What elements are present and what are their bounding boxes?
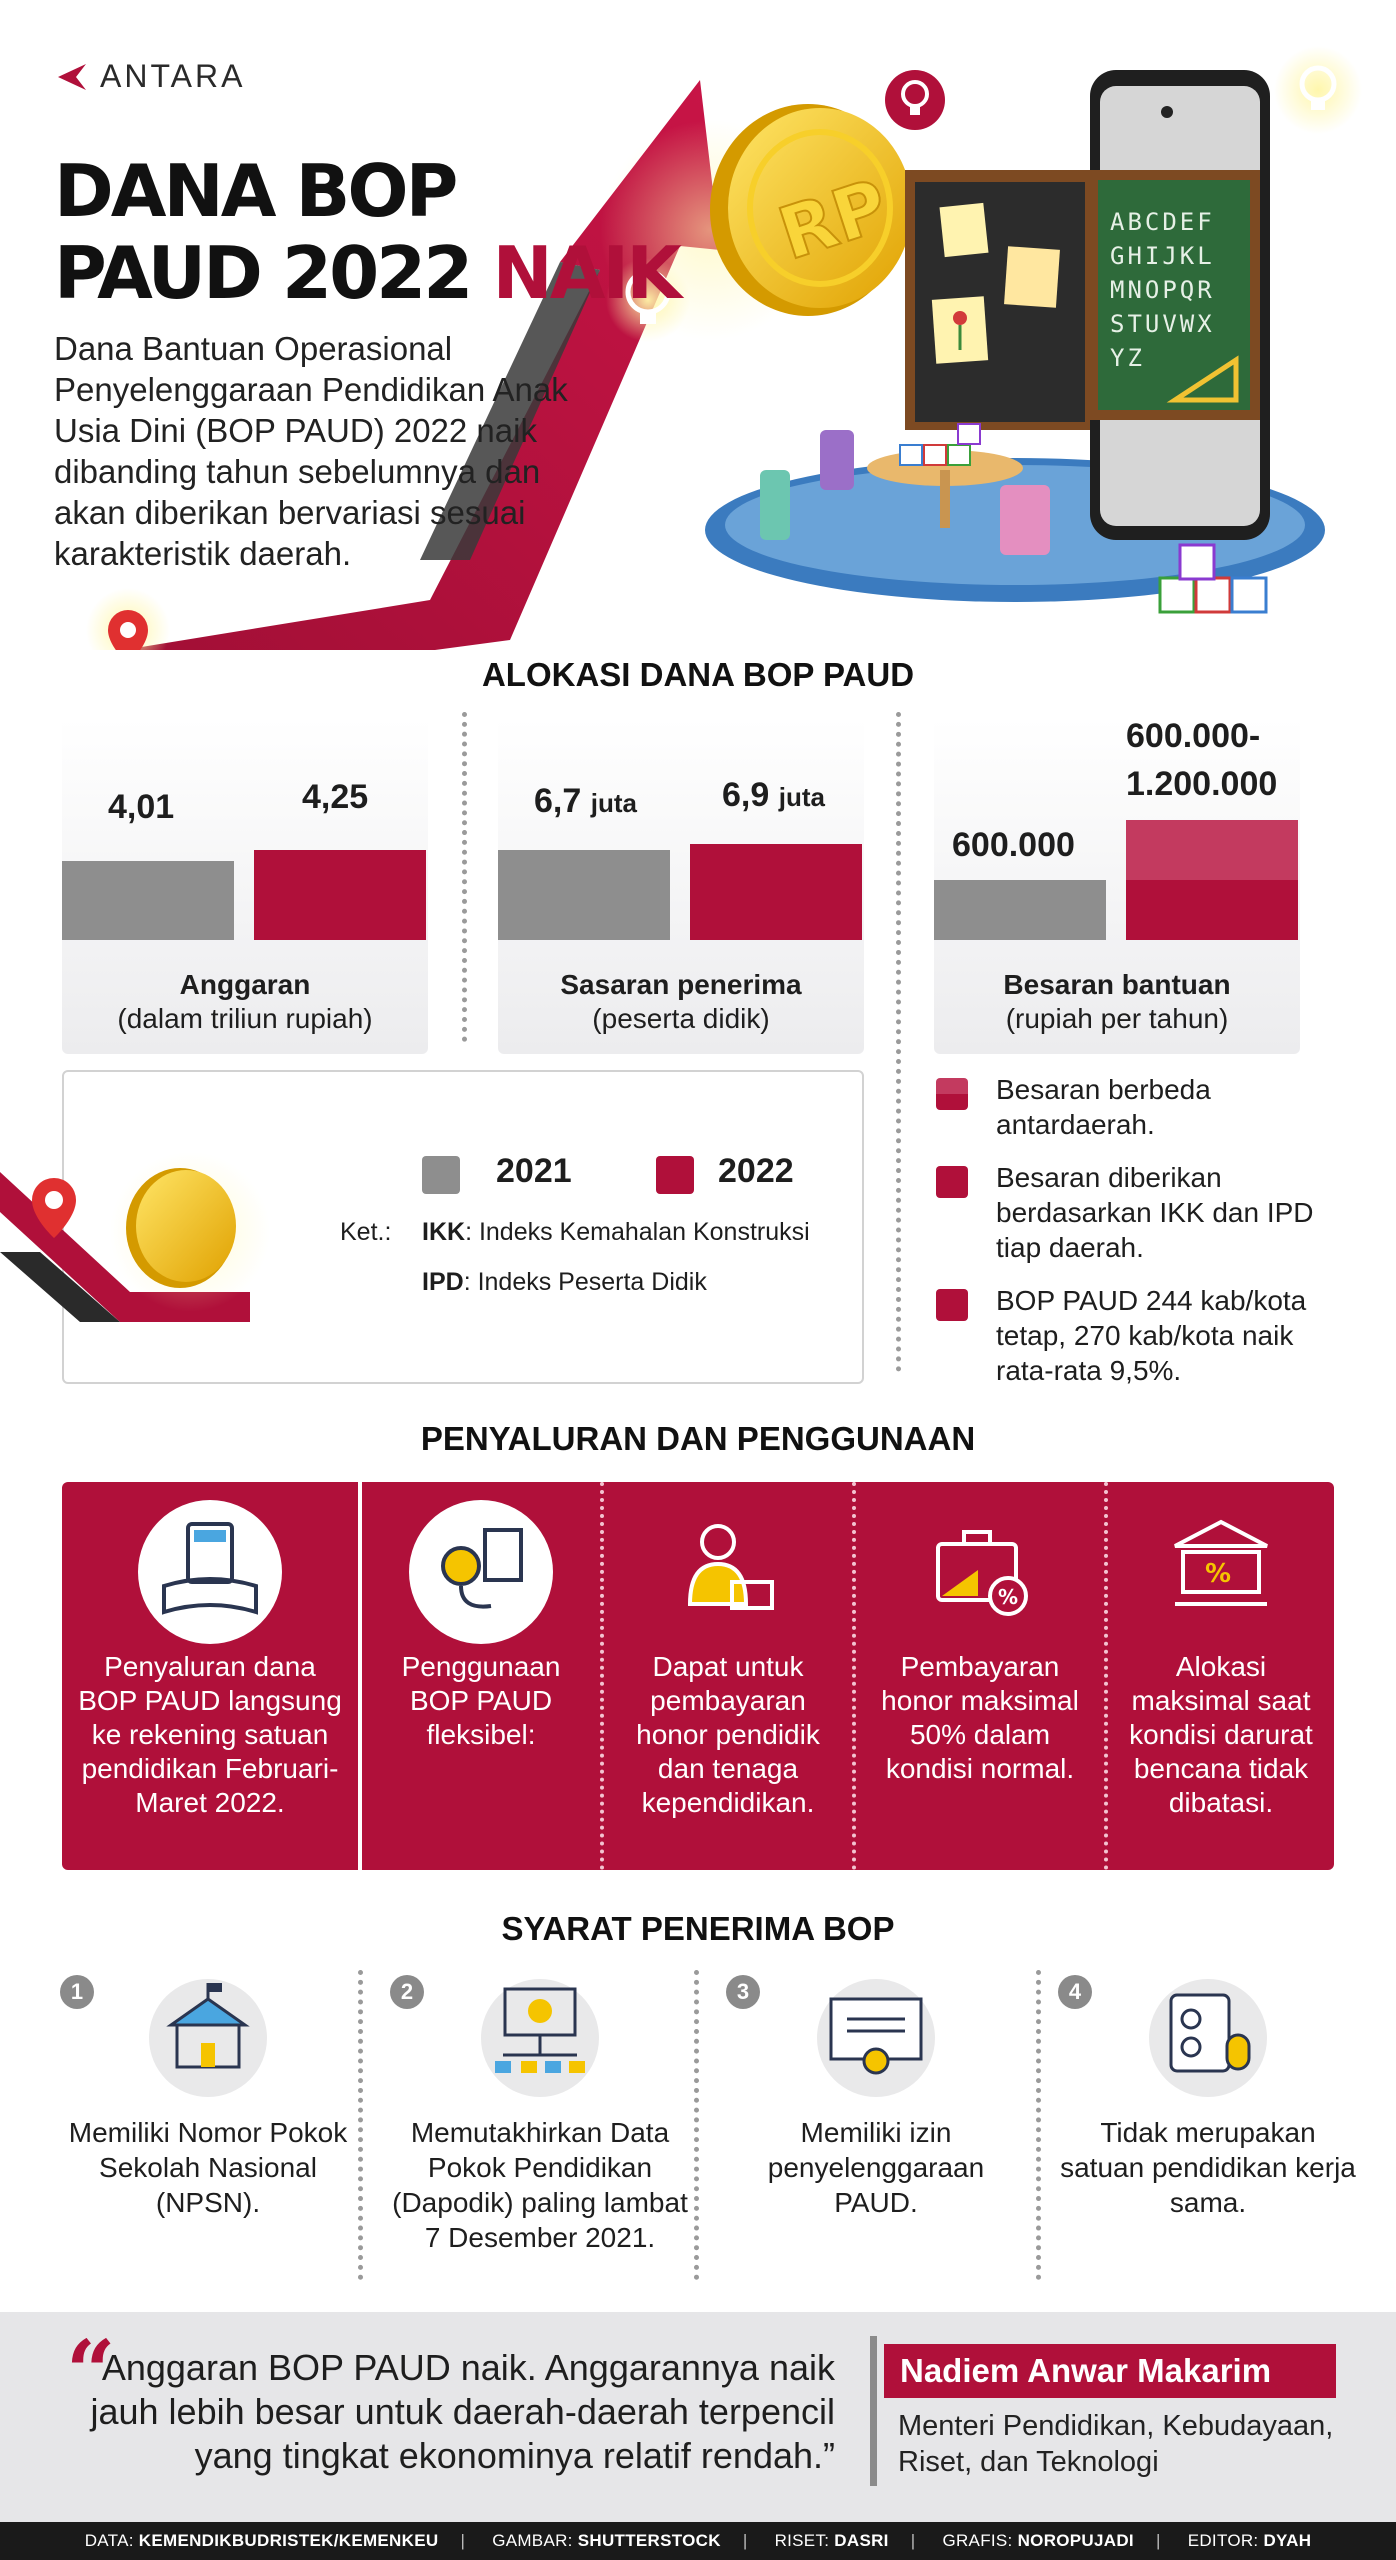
legend-label-2022: 2022: [718, 1152, 794, 1190]
legend-swatch-2021: [422, 1156, 460, 1194]
intro-paragraph: Dana Bantuan Operasional Penyelenggaraan Pendidikan Anak Usia Dini (BOP PAUD) 2022 naik dibanding tahun sebelumnya dan akan diberikan bervariasi sesuai karakteristik daerah.: [54, 330, 568, 572]
svg-text:GHIJKL: GHIJKL: [1110, 242, 1215, 270]
requirement-number: 2: [390, 1975, 424, 2009]
distribution-panel: [62, 1482, 1334, 1870]
quote-text: Anggaran BOP PAUD naik. Anggarannya naik jauh lebih besar untuk daerah-daerah terpencil yang tingkat ekonominya relatif rendah.”: [90, 2347, 835, 2476]
bar-value-label: 600.000: [952, 826, 1075, 864]
credits-footer: DATA: KEMENDIKBUDRISTEK/KEMENKEU | GAMBAR: SHUTTERSTOCK | RISET: DASRI | GRAFIS: NOROPUJADI | EDITOR: DYAH: [0, 2522, 1396, 2560]
bar-2021: [498, 850, 670, 940]
svg-text:MNOPQR: MNOPQR: [1110, 276, 1215, 304]
bar-value-label: 4,01: [108, 788, 175, 826]
chart-caption: [62, 968, 428, 1036]
bar-2022: [254, 850, 426, 940]
requirement-number: 4: [1058, 1975, 1092, 2009]
quote-divider: [870, 2336, 877, 2486]
smartphone: [1088, 70, 1270, 540]
distribution-text: Pembayaran honor maksimal 50% dalam kondisi normal.: [881, 1651, 1079, 1784]
distribution-text: Dapat untuk pembayaran honor pendidik dan tenaga kependidikan.: [636, 1651, 820, 1818]
dotted-divider: [358, 1970, 363, 2280]
svg-text:%: %: [1205, 1559, 1232, 1589]
legend-box: [62, 1070, 864, 1384]
bar-value-label: 6,9 juta: [722, 776, 825, 814]
distribution-item: [362, 1482, 600, 1870]
location-pin-icon: [86, 588, 170, 650]
legend-ket-label: Ket.:: [340, 1218, 392, 1246]
chart-card-sasaran: [498, 718, 864, 1054]
antara-logo-icon: [56, 60, 90, 94]
distribution-text: Penggunaan BOP PAUD fleksibel:: [401, 1651, 561, 1750]
checklist-mouse-icon: [1149, 1975, 1267, 2093]
bar-2022: [690, 844, 862, 940]
title-line-2: PAUD 2022: [54, 231, 471, 315]
chart-subtitle: (rupiah per tahun): [1005, 1003, 1229, 1034]
lightbulb-icon: [1274, 46, 1362, 134]
distribution-section-title: PENYALURAN DAN PENGGUNAAN: [420, 1420, 976, 1457]
allocation-section-title: ALOKASI DANA BOP PAUD: [481, 656, 915, 693]
requirement-text: Memiliki izin penyelenggaraan PAUD.: [767, 2117, 985, 2218]
chalkboard: [905, 170, 1095, 430]
teacher-icon: [656, 1500, 800, 1644]
certificate-icon: [817, 1975, 935, 2093]
lightbulb-icon: [885, 70, 945, 130]
chart-caption: [934, 968, 1300, 1036]
dotted-divider: [896, 712, 901, 1372]
coin-ribbon-illustration: [0, 1132, 330, 1382]
chart-title: Besaran bantuan: [1003, 969, 1231, 1000]
distribution-item: [62, 1482, 358, 1870]
dotted-divider: [694, 1970, 699, 2280]
distribution-text: Alokasi maksimal saat kondisi darurat bencana tidak dibatasi.: [1129, 1651, 1313, 1818]
square-bullet-icon: [936, 1078, 968, 1110]
distribution-text: Penyaluran dana BOP PAUD langsung ke rekening satuan pendidikan Februari-Maret 2022.: [78, 1651, 342, 1818]
chart-title: Anggaran: [179, 969, 311, 1000]
requirement-item: [60, 1975, 356, 2285]
chart-card-anggaran: [62, 718, 428, 1054]
distribution-item: [856, 1482, 1104, 1870]
requirements-section-title: SYARAT PENERIMA BOP: [501, 1910, 895, 1947]
legend-ipd: IPD: Indeks Peserta Didik: [422, 1268, 707, 1296]
svg-text:RP: RP: [768, 162, 898, 277]
bar-value-label: 4,25: [302, 778, 369, 816]
requirement-number: 3: [726, 1975, 760, 2009]
school-icon: [149, 1975, 267, 2093]
distribution-item: [1108, 1482, 1334, 1870]
quote-author-role: Menteri Pendidikan, Kebudayaan, Riset, dan Teknologi: [898, 2410, 1334, 2478]
svg-text:STUVWX: STUVWX: [1110, 310, 1215, 338]
chart-subtitle: (dalam triliun rupiah): [117, 1003, 373, 1034]
chart-title: Sasaran penerima: [560, 969, 802, 1000]
svg-text:%: %: [998, 1585, 1019, 1609]
quote-author-name: Nadiem Anwar Makarim: [884, 2344, 1336, 2398]
bank-percent-icon: [1149, 1500, 1293, 1644]
requirement-text: Memiliki Nomor Pokok Sekolah Nasional (NPSN).: [68, 2117, 348, 2218]
antara-logo: [56, 58, 245, 95]
chart-subtitle: (peserta didik): [592, 1003, 770, 1034]
chart-caption: [498, 968, 864, 1036]
quote-mark-icon: “: [66, 2322, 116, 2423]
requirement-item: [1058, 1975, 1358, 2285]
bar-value-label: 600.000- 1.200.000: [1126, 717, 1278, 803]
data-network-icon: [481, 1975, 599, 2093]
brand-name: ANTARA: [100, 58, 246, 94]
legend-label-2021: 2021: [496, 1152, 572, 1190]
svg-text:YZ: YZ: [1110, 344, 1145, 372]
requirement-text: Tidak merupakan satuan pendidikan kerja sama.: [1060, 2117, 1356, 2218]
square-bullet-icon: [936, 1166, 968, 1198]
page-title: [54, 150, 679, 314]
dotted-divider: [1036, 1970, 1041, 2280]
rupiah-coin-icon: [110, 1152, 270, 1312]
bar-2022-range-lower: [1126, 880, 1298, 940]
requirement-item: [726, 1975, 1026, 2285]
bulb-book-icon: [409, 1500, 553, 1644]
dotted-divider: [462, 712, 467, 1042]
calculator-book-icon: [138, 1500, 282, 1644]
note-item: Besaran berbeda antardaerah.: [936, 1072, 1356, 1142]
legend-swatch-2022: [656, 1156, 694, 1194]
requirement-text: Memutakhirkan Data Pokok Pendidikan (Dapodik) paling lambat 7 Desember 2021.: [392, 2117, 688, 2253]
legend-ikk: IKK: Indeks Kemahalan Konstruksi: [422, 1218, 810, 1246]
bar-2021: [934, 880, 1106, 940]
square-bullet-icon: [936, 1289, 968, 1321]
note-item: Besaran diberikan berdasarkan IKK dan IPD tiap daerah.: [936, 1160, 1356, 1265]
title-line-1: DANA BOP: [54, 149, 456, 233]
bar-value-label: 6,7 juta: [534, 782, 637, 820]
distribution-item: [604, 1482, 852, 1870]
notes-list: [936, 1072, 1356, 1406]
chart-card-besaran: [934, 718, 1300, 1054]
requirement-item: [390, 1975, 690, 2285]
briefcase-percent-icon: [908, 1500, 1052, 1644]
svg-text:ABCDEF: ABCDEF: [1110, 208, 1215, 236]
note-item: BOP PAUD 244 kab/kota tetap, 270 kab/kota naik rata-rata 9,5%.: [936, 1283, 1356, 1388]
bar-2021: [62, 861, 234, 940]
title-highlight: NAIK: [492, 231, 679, 315]
requirement-number: 1: [60, 1975, 94, 2009]
